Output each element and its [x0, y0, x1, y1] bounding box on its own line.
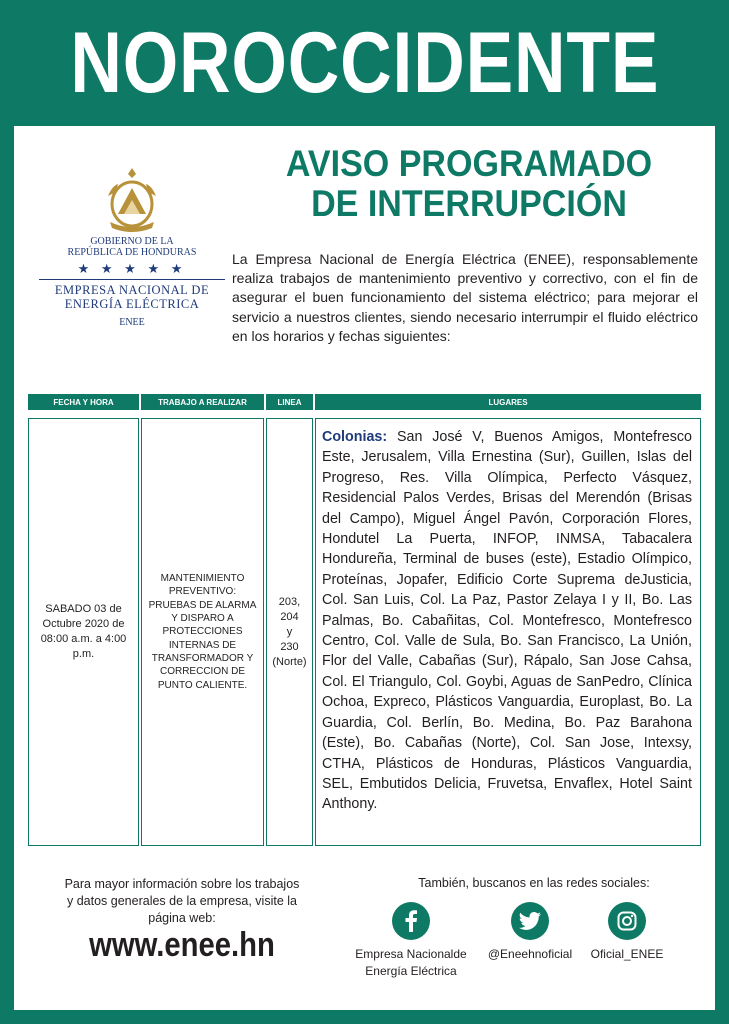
region-title: NOROCCIDENTE: [70, 15, 659, 111]
company-short-name: ENEE: [119, 317, 145, 328]
notice-title-line1: AVISO PROGRAMADO: [285, 143, 653, 184]
social-title: También, buscanos en las redes sociales:: [418, 876, 650, 890]
logo-stars: ★ ★ ★ ★ ★: [77, 261, 187, 276]
social-facebook[interactable]: [346, 902, 476, 980]
logo-divider: [39, 279, 225, 280]
work-text: MANTENIMIENTO PREVENTIVO: PRUEBAS DE ALARMA Y DISPARO A PROTECCIONES INTERNAS DE TRANSFORMADOR Y CORRECCION DE PUNTO CALIENTE.: [148, 573, 257, 691]
facebook-label-line1: Empresa Nacionalde: [355, 947, 467, 961]
twitter-icon[interactable]: [511, 902, 549, 940]
website-link[interactable]: www.enee.hn: [89, 926, 275, 964]
line-text-4: 230: [280, 640, 299, 653]
company-name-line2: ENERGÍA ELÉCTRICA: [64, 297, 200, 311]
intro-paragraph: La Empresa Nacional de Energía Eléctrica (ENEE), responsablemente realiza trabajos de mantenimiento preventivo y correctivo, con el fin de asegurar el buen funcionamiento del sistema eléctrico; para mejorar el servicio a nuestros clientes, siendo necesario interrumpir el fluido eléctrico en los horarios y fechas siguientes:: [232, 251, 698, 344]
header-line: LINEA: [266, 394, 313, 410]
line-text-2: 204: [280, 610, 299, 623]
cell-places: [315, 418, 701, 846]
cell-work: [141, 418, 264, 846]
header-places: LUGARES: [315, 394, 701, 410]
coat-of-arms-icon: [106, 166, 158, 232]
facebook-label-line2: Energía Eléctrica: [365, 964, 457, 978]
enee-logo: [32, 166, 232, 346]
line-text-3: y: [286, 625, 293, 638]
social-twitter[interactable]: [480, 902, 580, 963]
cell-date: [28, 418, 139, 846]
places-text: [322, 427, 692, 815]
date-text: SABADO 03 de Octubre 2020 de 08:00 a.m. a 4:00 p.m.: [40, 603, 127, 660]
footer-info: Para mayor información sobre los trabajos y datos generales de la empresa, visite la página web:: [64, 877, 300, 925]
twitter-handle: @Eneehnoficial: [487, 947, 573, 961]
company-name-line1: EMPRESA NACIONAL DE: [54, 283, 210, 297]
places-label: Colonias:: [322, 429, 388, 445]
cell-line: [266, 418, 313, 846]
notice-title-line2: DE INTERRUPCIÓN: [311, 183, 627, 224]
government-name-line2: REPÚBLICA DE HONDURAS: [67, 247, 197, 258]
facebook-icon[interactable]: [392, 902, 430, 940]
notice-panel: [14, 126, 715, 1010]
region-banner: [0, 0, 729, 126]
social-instagram[interactable]: [582, 902, 672, 963]
government-name-line1: GOBIERNO DE LA: [90, 236, 174, 247]
instagram-icon[interactable]: [608, 902, 646, 940]
line-text-5: (Norte): [272, 655, 307, 668]
notice-title: [257, 144, 680, 224]
places-list: San José V, Buenos Amigos, Montefresco Este, Jerusalem, Villa Ernestina (Sur), Guillen, Islas del Progreso, Res. Villa Olímpica, Perfecto Vásquez, Residencial Palos Verdes, Brisas del Merendón (Brisas del Campo), Miguel Ángel Pavón, Corporación Flores, Hondutel La Puerta, INFOP, INMSA, Tabacalera Hondureña, Terminal de buses (este), Estadio Olímpico, Proteínas, Jopafer, Edificio Corte Suprema deJusticia, Col. San Luis, Col. La Paz, Pastor Zelaya I y II, Bo. Las Palmas, Bo. Cabañitas, Col. Montefresco, Montefresco Centro, Col. Valle de Sula, Bo. San Francisco, La Unión, Flor del Valle, Cabañas (Sur), Rápalo, San Jose Cahsa, Col. El Triangulo, Col. Goybi, Aguas de SanPedro, Clínica Ochoa, Expreco, Plásticos Vanguardia, Europlast, Bo. La Guardia, Col. Berlín, Bo. Medina, Bo. Paz Barahona (Este), Bo. Cabañas (Norte), Col. San Jose, Intexsy, CTHA, Plásticos de Honduras, Plásticos Vanguardia, SEL, Embutidos Delicia, Fruvetsa, Envaflex, Hotel Saint Anthony.: [322, 429, 692, 813]
line-text-1: 203,: [278, 595, 301, 608]
instagram-handle: Oficial_ENEE: [590, 947, 664, 961]
header-date: FECHA Y HORA: [28, 394, 139, 410]
header-work: TRABAJO A REALIZAR: [141, 394, 264, 410]
